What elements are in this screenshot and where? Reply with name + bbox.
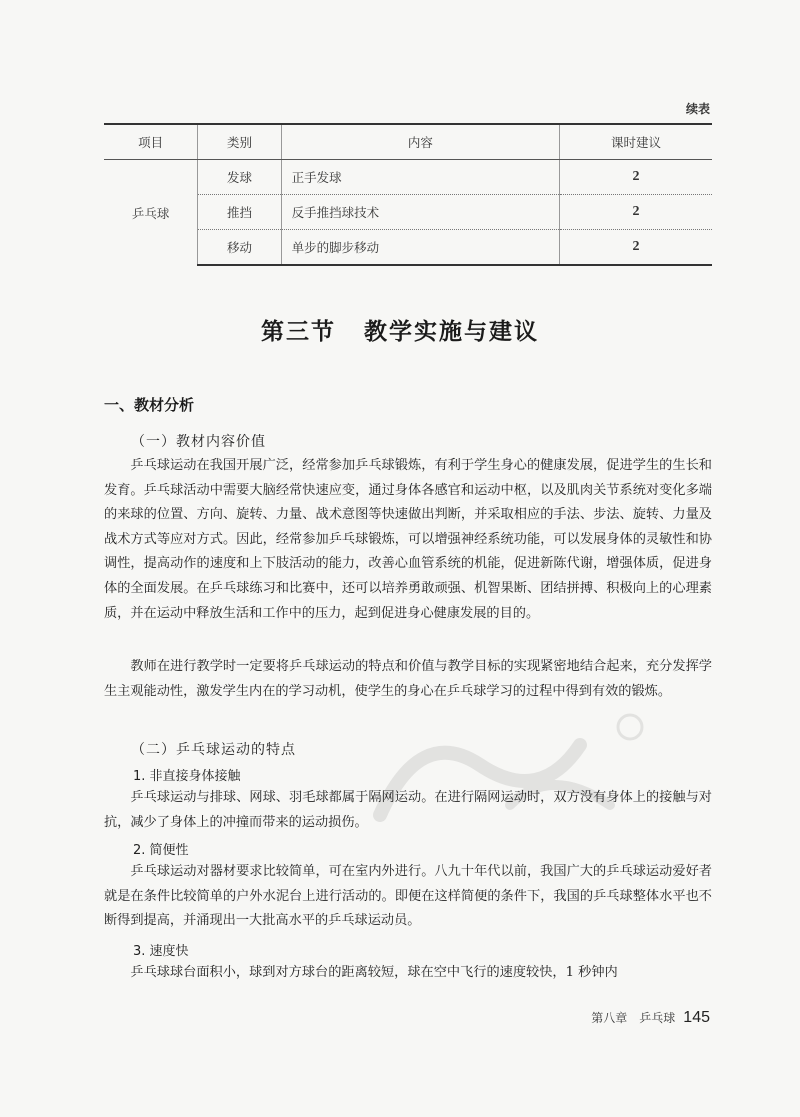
- table-header-row: [104, 124, 712, 160]
- cell-content: 反手推挡球技术: [281, 195, 559, 230]
- cell-category: 发球: [198, 160, 281, 195]
- cell-category: 移动: [198, 230, 281, 266]
- header-project: 项目: [104, 124, 198, 160]
- cell-content: 单步的脚步移动: [281, 230, 559, 266]
- section-title: [0, 313, 800, 346]
- page-footer: [591, 1009, 710, 1027]
- cell-content: 正手发球: [281, 160, 559, 195]
- item-speed: 3. 速度快: [133, 944, 189, 959]
- page-number: 145: [683, 1009, 710, 1026]
- paragraph-content-value: 乒乓球运动在我国开展广泛，经常参加乒乓球锻炼，有利于学生身心的健康发展，促进学生的生长和发育。乒乓球活动中需要大脑经常快速应变，通过身体各感官和运动中枢，以及肌肉关节系统对变化多端的来球的位置、方向、旋转、力量、战术意图等快速做出判断，并采取相应的手法、步法、旋转、力量及战术方式等应对方式。因此，经常参加乒乓球锻炼，可以增强神经系统功能，可以发展身体的灵敏性和协调性，提高动作的速度和上下肢活动的能力，改善心血管系统的机能，促进新陈代谢，增强体质，促进身体的全面发展。在乒乓球练习和比赛中，还可以培养勇敢顽强、机智果断、团结拼搏、积极向上的心理素质，并在运动中释放生活和工作中的压力，起到促进身心健康发展的目的。: [104, 458, 712, 621]
- cell-hours: 2: [560, 195, 712, 230]
- paragraph-speed: 乒乓球球台面积小，球到对方球台的距离较短，球在空中飞行的速度较快，1 秒钟内: [130, 965, 618, 980]
- cell-category: 推挡: [198, 195, 281, 230]
- section-name: 教学实施与建议: [364, 318, 539, 345]
- table-row: [104, 160, 712, 195]
- paragraph-teacher-guidance: 教师在进行教学时一定要将乒乓球运动的特点和价值与教学目标的实现紧密地结合起来，充分发挥学生主观能动性，激发学生内在的学习动机，使学生的身心在乒乓球学习的过程中得到有效的锻炼。: [104, 659, 712, 699]
- item-simplicity: 2. 简便性: [133, 843, 189, 858]
- paragraph-no-body-contact: 乒乓球运动与排球、网球、羽毛球都属于隔网运动。在进行隔网运动时，双方没有身体上的接触与对抗，减少了身体上的冲撞而带来的运动损伤。: [104, 790, 712, 830]
- footer-chapter: 第八章 乒乓球: [591, 1011, 676, 1025]
- heading-textbook-analysis: 一、教材分析: [104, 396, 195, 414]
- header-category: 类别: [198, 124, 281, 160]
- subheading-content-value: （一）教材内容价值: [131, 434, 266, 450]
- section-number: 第三节: [261, 318, 336, 345]
- cell-hours: 2: [560, 230, 712, 266]
- item-no-body-contact: 1. 非直接身体接触: [133, 769, 241, 784]
- cell-project: 乒乓球: [104, 160, 198, 266]
- header-content: 内容: [281, 124, 559, 160]
- cell-hours: 2: [560, 160, 712, 195]
- header-hours: 课时建议: [560, 124, 712, 160]
- paragraph-simplicity: 乒乓球运动对器材要求比较简单，可在室内外进行。八九十年代以前，我国广大的乒乓球运动爱好者就是在条件比较简单的户外水泥台上进行活动的。即便在这样简便的条件下，我国的乒乓球整体水平也不断得到提高，并涌现出一大批高水平的乒乓球运动员。: [104, 864, 712, 929]
- subheading-features: （二）乒乓球运动的特点: [131, 742, 296, 758]
- course-hours-table: [104, 123, 712, 266]
- table-continued-label: 续表: [685, 102, 710, 116]
